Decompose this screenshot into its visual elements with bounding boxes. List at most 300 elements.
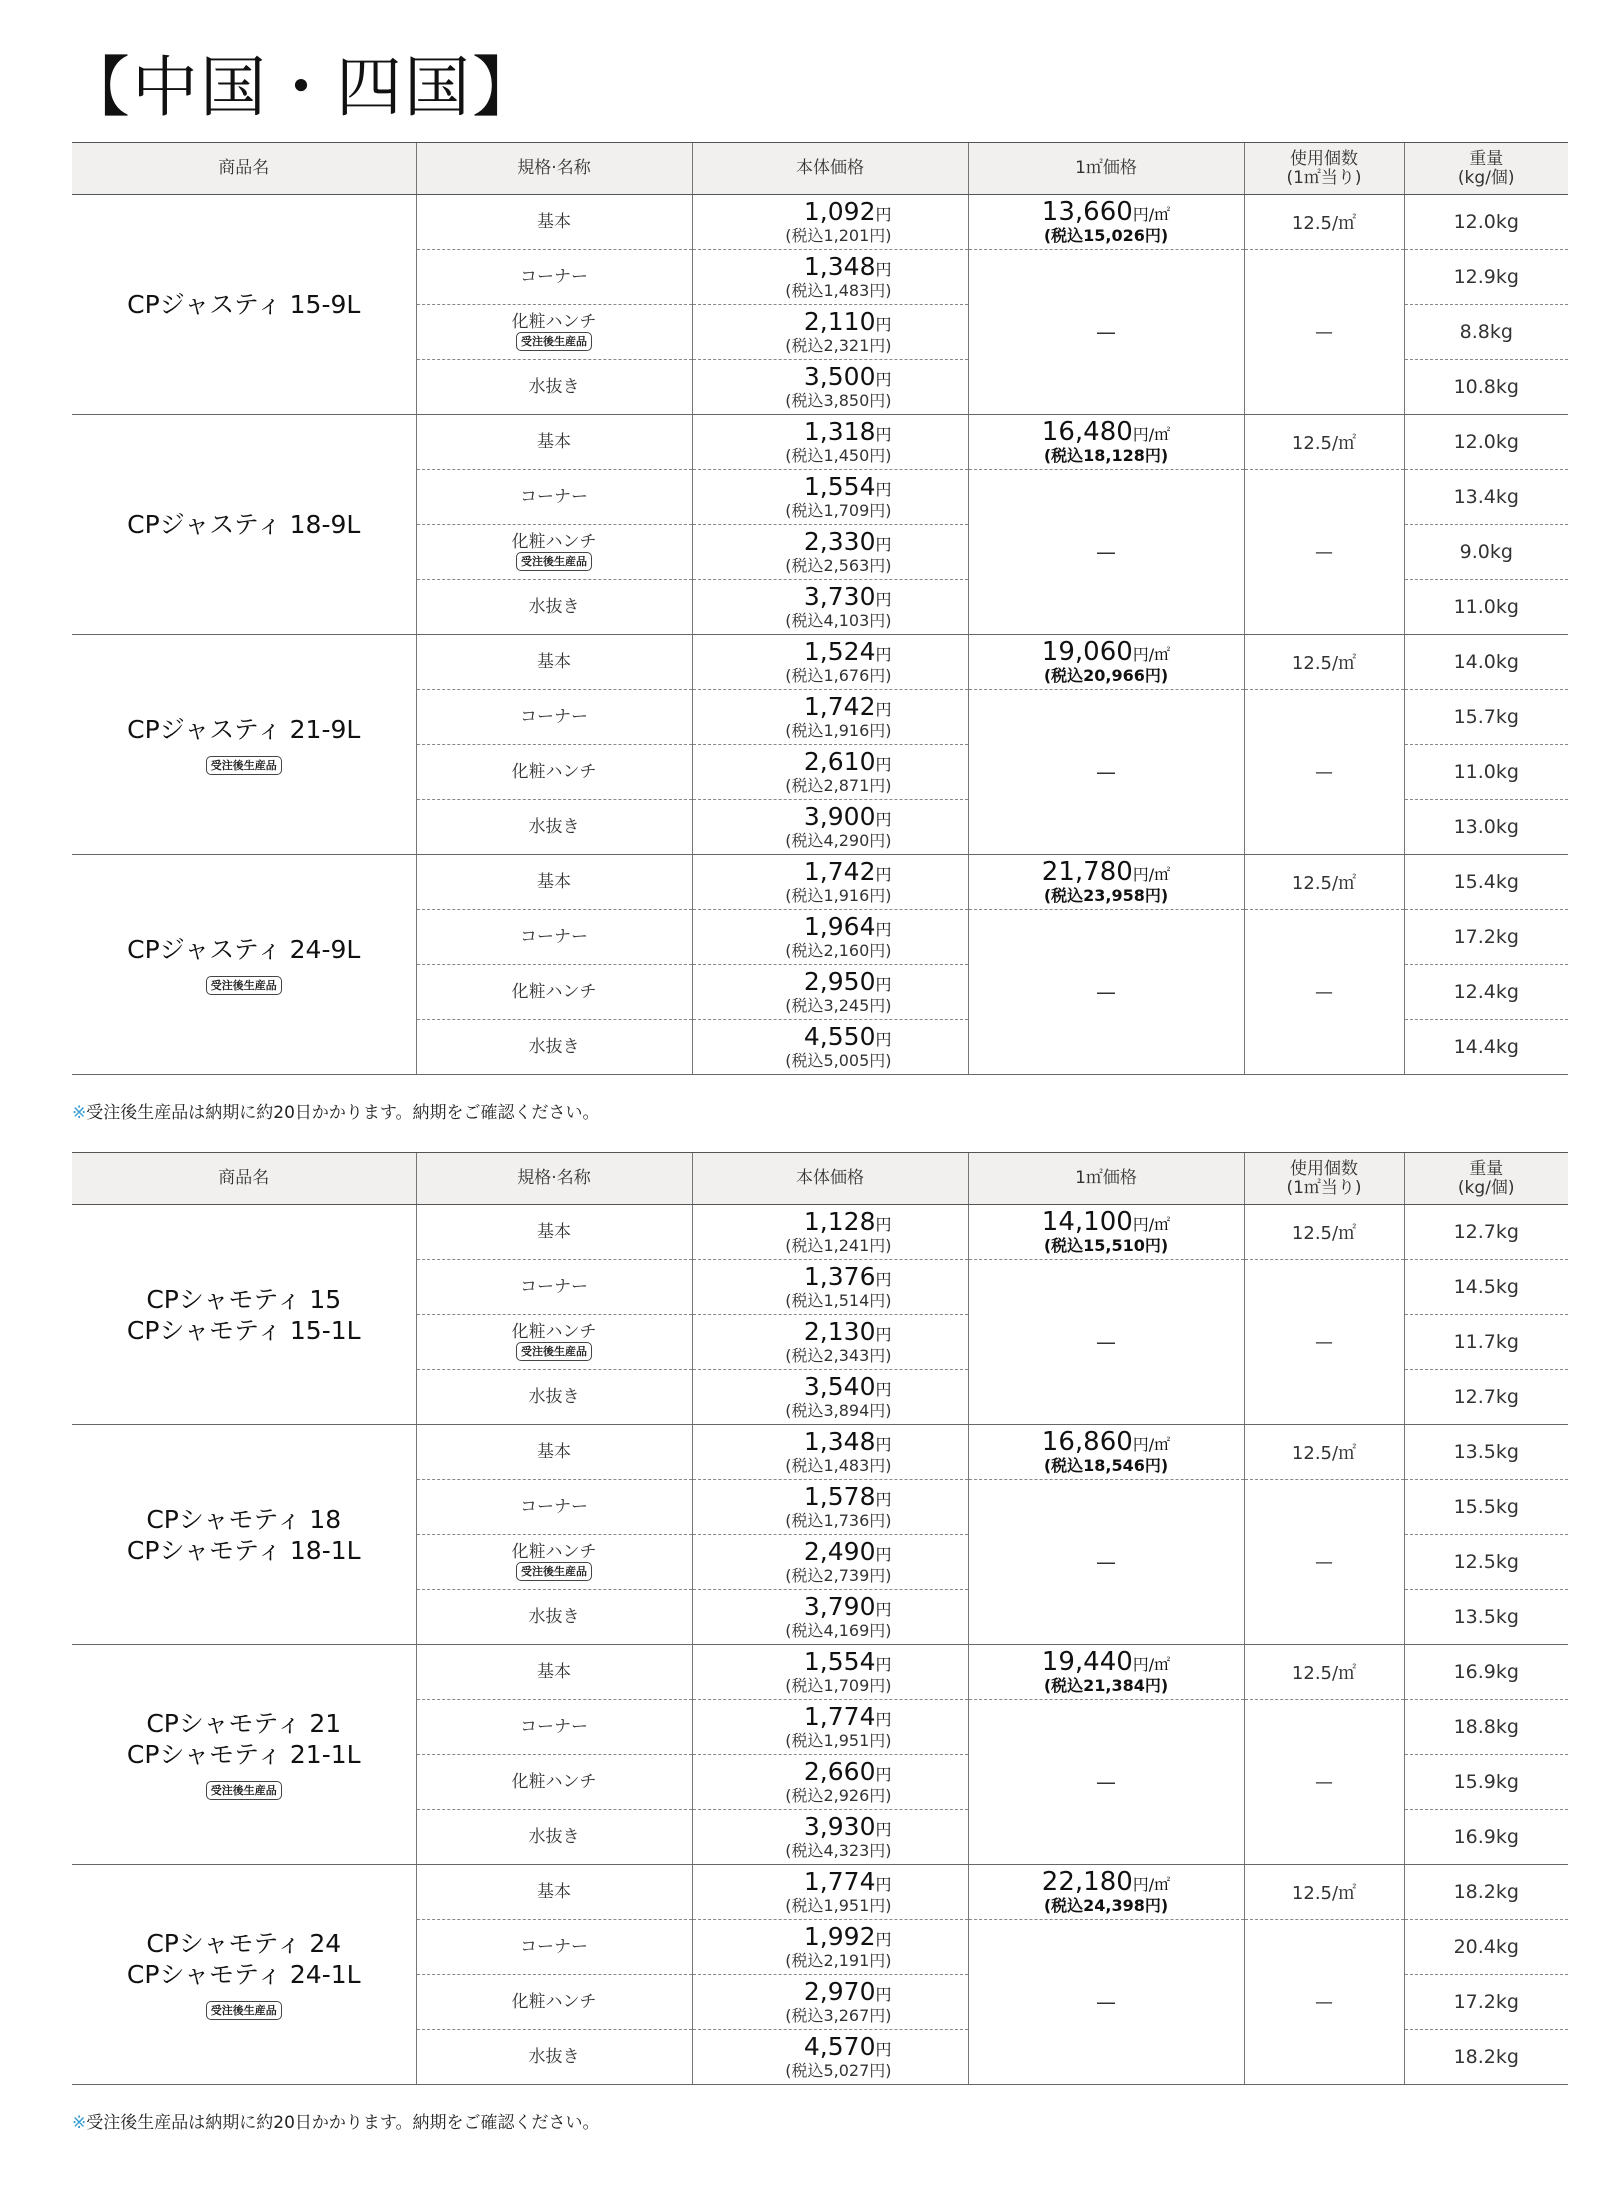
price-tax-included: (税込2,739円) <box>785 1566 892 1585</box>
yen-unit: 円 <box>875 810 892 829</box>
unit-price <box>693 252 892 282</box>
spec-name: 基本 <box>537 652 571 672</box>
spec-name: 基本 <box>537 1222 571 1242</box>
m2-price <box>969 1426 1244 1457</box>
weight-cell: 13.4kg <box>1404 470 1568 525</box>
weight-cell: 13.5kg <box>1404 1590 1568 1645</box>
count-cell: 12.5/㎡ <box>1244 1865 1404 1920</box>
price-value: 1,774 <box>803 1702 876 1731</box>
unit-price <box>693 637 892 667</box>
yen-unit: 円 <box>875 370 892 389</box>
weight-cell: 12.9kg <box>1404 250 1568 305</box>
m2-price-value: 21,780 <box>1041 856 1133 887</box>
product-name: CPシャモティ 18-1L <box>126 1535 361 1565</box>
m2-price <box>969 196 1244 227</box>
yen-unit: 円 <box>875 1435 892 1454</box>
made-to-order-badge: 受注後生産品 <box>516 1562 592 1581</box>
spec-name: 化粧ハンチ <box>511 532 597 552</box>
unit-price <box>693 362 892 392</box>
price-tax-included: (税込1,483円) <box>785 281 892 300</box>
made-to-order-badge: 受注後生産品 <box>516 1342 592 1361</box>
unit-price <box>693 802 892 832</box>
price-cell <box>692 195 968 250</box>
spec-name: 水抜き <box>528 377 580 397</box>
weight-cell: 13.0kg <box>1404 800 1568 855</box>
spec-cell <box>416 1645 692 1700</box>
price-cell <box>692 635 968 690</box>
unit-price <box>693 1317 892 1347</box>
weight-cell: 11.0kg <box>1404 745 1568 800</box>
unit-price <box>693 1372 892 1402</box>
weight-cell: 15.9kg <box>1404 1755 1568 1810</box>
yen-unit: 円 <box>875 1875 892 1894</box>
product-name-cell <box>72 855 416 1075</box>
price-cell <box>692 1700 968 1755</box>
header-product: 商品名 <box>72 143 416 195</box>
count-dash: — <box>1244 1260 1404 1425</box>
price-cell <box>692 1370 968 1425</box>
m2-price-dash: — <box>968 470 1244 635</box>
header-row <box>72 143 1568 195</box>
yen-unit: 円 <box>875 1490 892 1509</box>
price-tax-included: (税込2,191円) <box>785 1951 892 1970</box>
yen-unit: 円 <box>875 315 892 334</box>
price-cell <box>692 305 968 360</box>
weight-cell: 12.0kg <box>1404 415 1568 470</box>
weight-cell: 12.7kg <box>1404 1370 1568 1425</box>
footnote-justy <box>72 1098 600 1123</box>
m2-price-dash: — <box>968 250 1244 415</box>
product-name-cell <box>72 1645 416 1865</box>
unit-price <box>693 1482 892 1512</box>
header-m2-price: 1㎡価格 <box>968 1153 1244 1205</box>
spec-cell <box>416 580 692 635</box>
count-cell: 12.5/㎡ <box>1244 855 1404 910</box>
spec-name: 水抜き <box>528 1827 580 1847</box>
spec-name: 化粧ハンチ <box>511 762 597 782</box>
product-name: CPジャスティ 18-9L <box>127 510 361 539</box>
price-value: 2,950 <box>803 967 876 996</box>
unit-price <box>693 1977 892 2007</box>
spec-cell <box>416 800 692 855</box>
price-tax-included: (税込1,916円) <box>785 721 892 740</box>
price-cell <box>692 415 968 470</box>
yen-unit: 円 <box>875 260 892 279</box>
weight-cell: 11.0kg <box>1404 580 1568 635</box>
m2-price-tax-included: (税込18,128円) <box>1043 445 1169 465</box>
spec-cell <box>416 965 692 1020</box>
product-name-cell <box>72 415 416 635</box>
m2-price-value: 14,100 <box>1041 1206 1133 1237</box>
price-cell <box>692 1260 968 1315</box>
price-value: 1,092 <box>803 197 876 226</box>
yen-unit: 円 <box>875 535 892 554</box>
spec-cell <box>416 1975 692 2030</box>
m2-price-value: 16,860 <box>1041 1426 1133 1457</box>
spec-name: コーナー <box>520 1937 588 1957</box>
unit-price <box>693 1812 892 1842</box>
m2-price <box>969 1206 1244 1237</box>
spec-cell <box>416 1865 692 1920</box>
yen-unit: 円 <box>875 1820 892 1839</box>
weight-cell: 12.4kg <box>1404 965 1568 1020</box>
weight-cell: 20.4kg <box>1404 1920 1568 1975</box>
yen-unit: 円 <box>875 1545 892 1564</box>
price-cell <box>692 1535 968 1590</box>
price-tax-included: (税込5,027円) <box>785 2061 892 2080</box>
m2-price-tax-included: (税込24,398円) <box>1043 1895 1169 1915</box>
product-name: CPシャモティ 21-1L <box>126 1740 361 1769</box>
price-value: 2,330 <box>803 527 876 556</box>
price-cell <box>692 2030 968 2085</box>
table-row <box>72 1425 1568 1480</box>
header-row <box>72 1153 1568 1205</box>
header-weight-line1: 重量 <box>1469 148 1504 169</box>
m2-unit: 円/㎡ <box>1132 644 1171 664</box>
price-tax-included: (税込3,850円) <box>785 391 892 410</box>
spec-name: 水抜き <box>528 1037 580 1057</box>
price-tax-included: (税込4,103円) <box>785 611 892 630</box>
spec-cell <box>416 305 692 360</box>
product-name-cell <box>72 635 416 855</box>
yen-unit: 円 <box>875 2040 892 2059</box>
spec-name: 水抜き <box>528 597 580 617</box>
spec-name: コーナー <box>520 487 588 507</box>
footnote-text: 受注後生産品は納期に約20日かかります。納期をご確認ください。 <box>86 1103 600 1123</box>
unit-price <box>693 747 892 777</box>
header-count-line2: (1㎡当り) <box>1286 1177 1362 1198</box>
product-name-cell <box>72 1205 416 1425</box>
price-tax-included: (税込4,290円) <box>785 831 892 850</box>
footnote-text: 受注後生産品は納期に約20日かかります。納期をご確認ください。 <box>86 2113 600 2133</box>
count-cell: 12.5/㎡ <box>1244 635 1404 690</box>
product-name-cell <box>72 1865 416 2085</box>
price-value: 3,930 <box>803 1812 876 1841</box>
price-tax-included: (税込2,343円) <box>785 1346 892 1365</box>
weight-cell: 16.9kg <box>1404 1810 1568 1865</box>
m2-price-cell <box>968 1425 1244 1480</box>
weight-cell: 16.9kg <box>1404 1645 1568 1700</box>
m2-price <box>969 1866 1244 1897</box>
made-to-order-badge: 受注後生産品 <box>516 332 592 351</box>
yen-unit: 円 <box>875 1380 892 1399</box>
weight-cell: 12.5kg <box>1404 1535 1568 1590</box>
yen-unit: 円 <box>875 975 892 994</box>
yen-unit: 円 <box>875 1270 892 1289</box>
spec-cell <box>416 1205 692 1260</box>
price-tax-included: (税込3,245円) <box>785 996 892 1015</box>
spec-cell <box>416 1370 692 1425</box>
m2-price-value: 16,480 <box>1041 416 1133 447</box>
weight-cell: 17.2kg <box>1404 1975 1568 2030</box>
count-dash: — <box>1244 250 1404 415</box>
product-name: CPシャモティ 15 <box>146 1284 342 1314</box>
header-product: 商品名 <box>72 1153 416 1205</box>
price-cell <box>692 1975 968 2030</box>
unit-price <box>693 472 892 502</box>
spec-name: コーナー <box>520 707 588 727</box>
page-title: 【中国・四国】 <box>64 49 540 126</box>
m2-price <box>969 416 1244 447</box>
table-row <box>72 195 1568 250</box>
price-value: 1,964 <box>803 912 876 941</box>
count-cell: 12.5/㎡ <box>1244 1205 1404 1260</box>
m2-unit: 円/㎡ <box>1132 1654 1171 1674</box>
price-cell <box>692 1425 968 1480</box>
m2-price-tax-included: (税込23,958円) <box>1043 885 1169 905</box>
price-tax-included: (税込1,951円) <box>785 1896 892 1915</box>
spec-name: 水抜き <box>528 1607 580 1627</box>
m2-price-tax-included: (税込18,546円) <box>1043 1455 1169 1475</box>
header-weight-line2: (kg/個) <box>1457 1177 1515 1198</box>
price-tax-included: (税込1,676円) <box>785 666 892 685</box>
unit-price <box>693 1592 892 1622</box>
weight-cell: 10.8kg <box>1404 360 1568 415</box>
price-cell <box>692 690 968 745</box>
price-value: 1,348 <box>803 1427 876 1456</box>
spec-cell <box>416 1535 692 1590</box>
product-name: CPシャモティ 24-1L <box>126 1960 361 1989</box>
weight-cell: 8.8kg <box>1404 305 1568 360</box>
spec-name: 水抜き <box>528 1387 580 1407</box>
spec-cell <box>416 250 692 305</box>
price-value: 1,554 <box>803 472 876 501</box>
count-dash: — <box>1244 1920 1404 2085</box>
m2-price-value: 19,060 <box>1041 636 1133 667</box>
price-tax-included: (税込2,563円) <box>785 556 892 575</box>
m2-price-value: 19,440 <box>1041 1646 1133 1677</box>
product-name: CPシャモティ 15-1L <box>126 1315 361 1345</box>
product-name: CPジャスティ 21-9L <box>127 714 361 744</box>
spec-name: 化粧ハンチ <box>511 1542 597 1562</box>
price-cell <box>692 1865 968 1920</box>
price-value: 2,130 <box>803 1317 876 1346</box>
unit-price <box>693 692 892 722</box>
unit-price <box>693 197 892 227</box>
spec-cell <box>416 1425 692 1480</box>
yen-unit: 円 <box>875 1930 892 1949</box>
unit-price <box>693 1207 892 1237</box>
table-row <box>72 855 1568 910</box>
price-value: 1,578 <box>803 1482 876 1511</box>
table-row <box>72 1645 1568 1700</box>
price-tax-included: (税込1,709円) <box>785 1676 892 1695</box>
product-name: CPジャスティ 15-9L <box>127 290 361 319</box>
yen-unit: 円 <box>875 1030 892 1049</box>
m2-price-cell <box>968 195 1244 250</box>
price-cell <box>692 745 968 800</box>
price-value: 1,524 <box>803 637 876 666</box>
spec-name: コーナー <box>520 267 588 287</box>
count-cell: 12.5/㎡ <box>1244 1425 1404 1480</box>
unit-price <box>693 417 892 447</box>
yen-unit: 円 <box>875 1655 892 1674</box>
spec-name: 基本 <box>537 1662 571 1682</box>
price-tax-included: (税込4,323円) <box>785 1841 892 1860</box>
table-row <box>72 415 1568 470</box>
price-cell <box>692 250 968 305</box>
price-value: 3,730 <box>803 582 876 611</box>
price-value: 1,742 <box>803 857 876 886</box>
price-table-chamoty <box>72 1152 1568 2085</box>
made-to-order-badge: 受注後生産品 <box>206 2001 282 2020</box>
header-price: 本体価格 <box>692 143 968 195</box>
spec-cell <box>416 690 692 745</box>
table-row <box>72 1865 1568 1920</box>
product-name-cell <box>72 195 416 415</box>
price-value: 1,774 <box>803 1867 876 1896</box>
spec-cell <box>416 1810 692 1865</box>
weight-cell: 12.7kg <box>1404 1205 1568 1260</box>
m2-price-value: 13,660 <box>1041 196 1133 227</box>
price-cell <box>692 910 968 965</box>
yen-unit: 円 <box>875 425 892 444</box>
price-cell <box>692 1315 968 1370</box>
price-cell <box>692 1205 968 1260</box>
yen-unit: 円 <box>875 1985 892 2004</box>
header-weight-line1: 重量 <box>1469 1158 1504 1179</box>
m2-price-dash: — <box>968 1920 1244 2085</box>
header-count <box>1244 143 1404 195</box>
price-cell <box>692 470 968 525</box>
price-value: 1,742 <box>803 692 876 721</box>
unit-price <box>693 2032 892 2062</box>
spec-cell <box>416 1315 692 1370</box>
weight-cell: 18.8kg <box>1404 1700 1568 1755</box>
spec-cell <box>416 470 692 525</box>
m2-unit: 円/㎡ <box>1132 1214 1171 1234</box>
product-name: CPシャモティ 18 <box>146 1504 342 1534</box>
unit-price <box>693 1537 892 1567</box>
price-cell <box>692 360 968 415</box>
spec-cell <box>416 2030 692 2085</box>
price-value: 1,348 <box>803 252 876 281</box>
weight-cell: 15.5kg <box>1404 1480 1568 1535</box>
price-tax-included: (税込1,201円) <box>785 226 892 245</box>
unit-price <box>693 1647 892 1677</box>
price-tax-included: (税込2,160円) <box>785 941 892 960</box>
weight-cell: 15.7kg <box>1404 690 1568 745</box>
price-tax-included: (税込2,321円) <box>785 336 892 355</box>
yen-unit: 円 <box>875 205 892 224</box>
spec-cell <box>416 1755 692 1810</box>
yen-unit: 円 <box>875 865 892 884</box>
unit-price <box>693 1922 892 1952</box>
unit-price <box>693 527 892 557</box>
weight-cell: 12.0kg <box>1404 195 1568 250</box>
count-cell: 12.5/㎡ <box>1244 415 1404 470</box>
count-dash: — <box>1244 1700 1404 1865</box>
m2-price <box>969 856 1244 887</box>
price-value: 2,610 <box>803 747 876 776</box>
spec-name: 基本 <box>537 872 571 892</box>
price-tax-included: (税込1,483円) <box>785 1456 892 1475</box>
spec-cell <box>416 1480 692 1535</box>
price-value: 1,376 <box>803 1262 876 1291</box>
price-cell <box>692 1480 968 1535</box>
price-cell <box>692 1920 968 1975</box>
footnote-mark: ※ <box>72 1103 87 1123</box>
spec-name: 化粧ハンチ <box>511 1322 597 1342</box>
weight-cell: 14.0kg <box>1404 635 1568 690</box>
weight-cell: 9.0kg <box>1404 525 1568 580</box>
product-name: CPシャモティ 21 <box>146 1709 342 1738</box>
m2-price-tax-included: (税込21,384円) <box>1043 1675 1169 1695</box>
price-cell <box>692 525 968 580</box>
m2-price-cell <box>968 1205 1244 1260</box>
price-tax-included: (税込1,241円) <box>785 1236 892 1255</box>
spec-name: 基本 <box>537 1882 571 1902</box>
weight-cell: 17.2kg <box>1404 910 1568 965</box>
yen-unit: 円 <box>875 1215 892 1234</box>
price-table-justy <box>72 142 1568 1075</box>
price-cell <box>692 1810 968 1865</box>
made-to-order-badge: 受注後生産品 <box>206 756 282 775</box>
price-value: 2,660 <box>803 1757 876 1786</box>
table-row <box>72 1205 1568 1260</box>
m2-price-dash: — <box>968 910 1244 1075</box>
header-spec: 規格·名称 <box>416 1153 692 1205</box>
spec-cell <box>416 1590 692 1645</box>
price-cell <box>692 855 968 910</box>
price-tax-included: (税込1,709円) <box>785 501 892 520</box>
price-cell <box>692 1590 968 1645</box>
yen-unit: 円 <box>875 920 892 939</box>
weight-cell: 14.4kg <box>1404 1020 1568 1075</box>
price-cell <box>692 800 968 855</box>
price-value: 2,970 <box>803 1977 876 2006</box>
unit-price <box>693 582 892 612</box>
weight-cell: 18.2kg <box>1404 2030 1568 2085</box>
count-dash: — <box>1244 1480 1404 1645</box>
m2-price <box>969 1646 1244 1677</box>
m2-price-value: 22,180 <box>1041 1866 1133 1897</box>
spec-name: コーナー <box>520 1717 588 1737</box>
spec-name: 化粧ハンチ <box>511 312 597 332</box>
spec-cell <box>416 1020 692 1075</box>
price-value: 1,318 <box>803 417 876 446</box>
weight-cell: 15.4kg <box>1404 855 1568 910</box>
header-count <box>1244 1153 1404 1205</box>
spec-cell <box>416 195 692 250</box>
price-value: 4,550 <box>803 1022 876 1051</box>
unit-price <box>693 1262 892 1292</box>
count-dash: — <box>1244 470 1404 635</box>
m2-price-tax-included: (税込20,966円) <box>1043 665 1169 685</box>
spec-cell <box>416 1700 692 1755</box>
m2-price-dash: — <box>968 690 1244 855</box>
price-value: 1,554 <box>803 1647 876 1676</box>
m2-price-tax-included: (税込15,510円) <box>1043 1235 1169 1255</box>
header-weight-line2: (kg/個) <box>1457 167 1515 188</box>
unit-price <box>693 1702 892 1732</box>
price-tax-included: (税込2,926円) <box>785 1786 892 1805</box>
m2-price <box>969 636 1244 667</box>
yen-unit: 円 <box>875 700 892 719</box>
spec-cell <box>416 1920 692 1975</box>
price-cell <box>692 1020 968 1075</box>
yen-unit: 円 <box>875 645 892 664</box>
m2-price-cell <box>968 855 1244 910</box>
unit-price <box>693 307 892 337</box>
header-weight <box>1404 1153 1568 1205</box>
price-tax-included: (税込2,871円) <box>785 776 892 795</box>
m2-unit: 円/㎡ <box>1132 1874 1171 1894</box>
yen-unit: 円 <box>875 1600 892 1619</box>
header-count-line2: (1㎡当り) <box>1286 167 1362 188</box>
price-cell <box>692 965 968 1020</box>
m2-unit: 円/㎡ <box>1132 864 1171 884</box>
